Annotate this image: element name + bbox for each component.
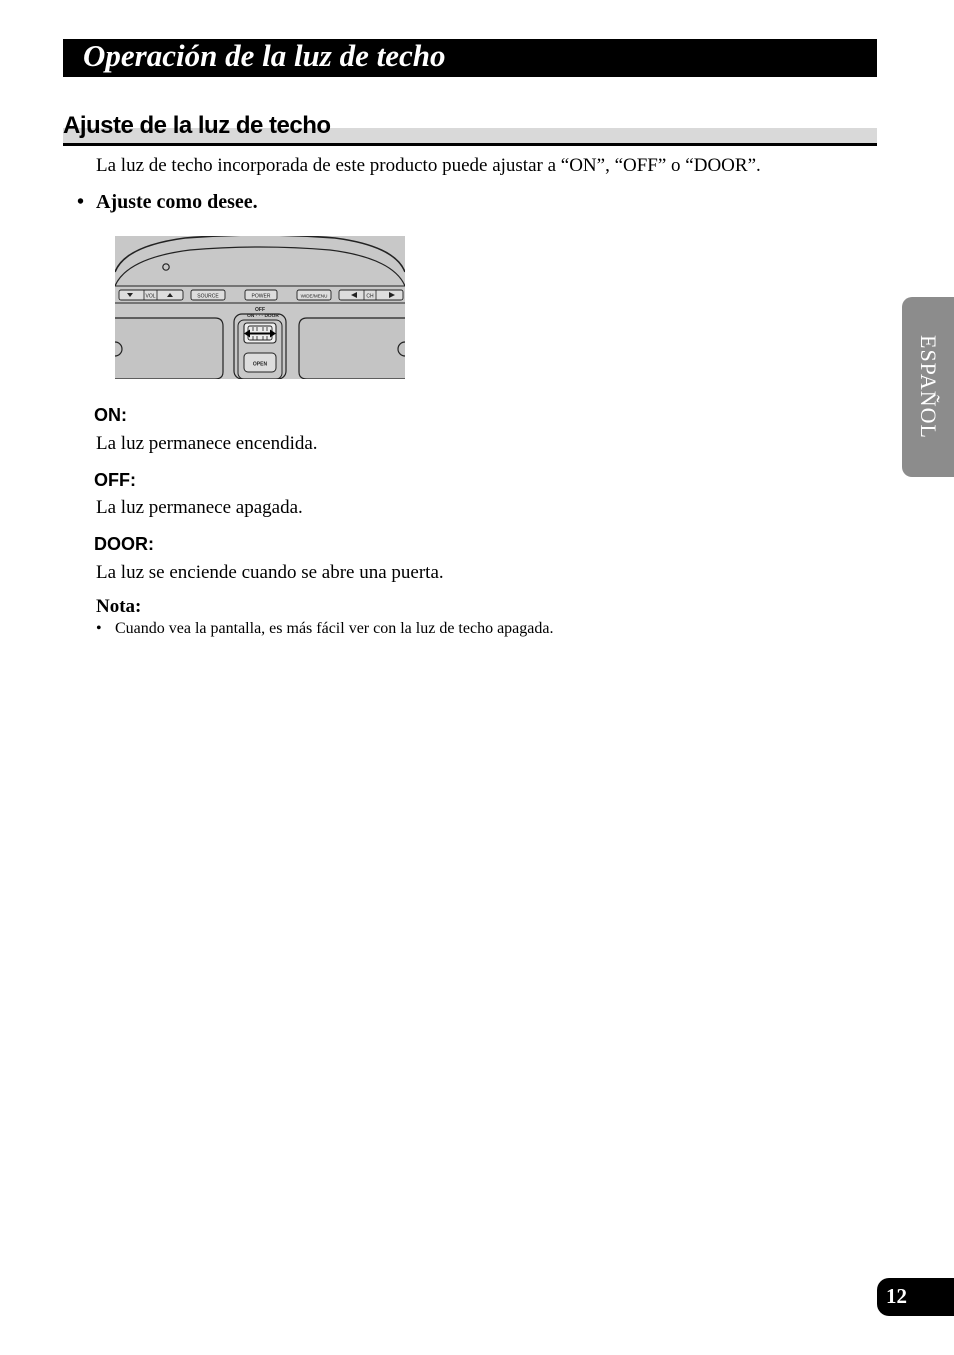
term-on-desc: La luz permanece encendida. [96,433,318,454]
page-number-tab [877,1278,954,1316]
source-button-label: SOURCE [197,293,219,300]
term-door-desc: La luz se enciende cuando se abre una puerta. [96,562,444,583]
switch-label-off: OFF [255,307,265,313]
page-number: 12 [886,1284,907,1308]
language-tab-label: ESPAÑOL [916,335,941,439]
section-title: Ajuste de la luz de techo [63,112,331,139]
power-button-label: POWER [251,293,271,300]
section-heading [63,110,877,147]
term-off-desc: La luz permanece apagada. [96,497,303,518]
open-button-label: OPEN [252,361,268,368]
term-door: DOOR: [94,534,154,554]
vol-button-label: VOL [145,293,156,300]
term-off: OFF: [94,470,136,490]
bullet-dot: • [77,191,85,213]
note-bullet-dot: • [96,620,102,637]
intro-paragraph: La luz de techo incorporada de este producto puede ajustar a “ON”, “OFF” o “DOOR”. [96,155,761,176]
term-on: ON: [94,405,127,425]
step-bullet [77,190,258,214]
roof-light-illustration [115,236,405,379]
note-title: Nota: [96,596,142,617]
switch-label-on-door: ON · · · DOOR [247,314,279,319]
ch-button-label: CH [366,293,374,300]
language-tab [902,297,954,477]
note-text: Cuando vea la pantalla, es más fácil ver con la luz de techo apagada. [115,620,554,637]
step-text: Ajuste como desee. [96,191,258,213]
section-heading-rule [63,143,877,146]
wide-menu-button-label: WIDE/MENU [300,293,328,299]
chapter-title: Operación de la luz de techo [83,38,446,73]
chapter-title-bar [63,39,877,77]
note-item [96,619,553,639]
